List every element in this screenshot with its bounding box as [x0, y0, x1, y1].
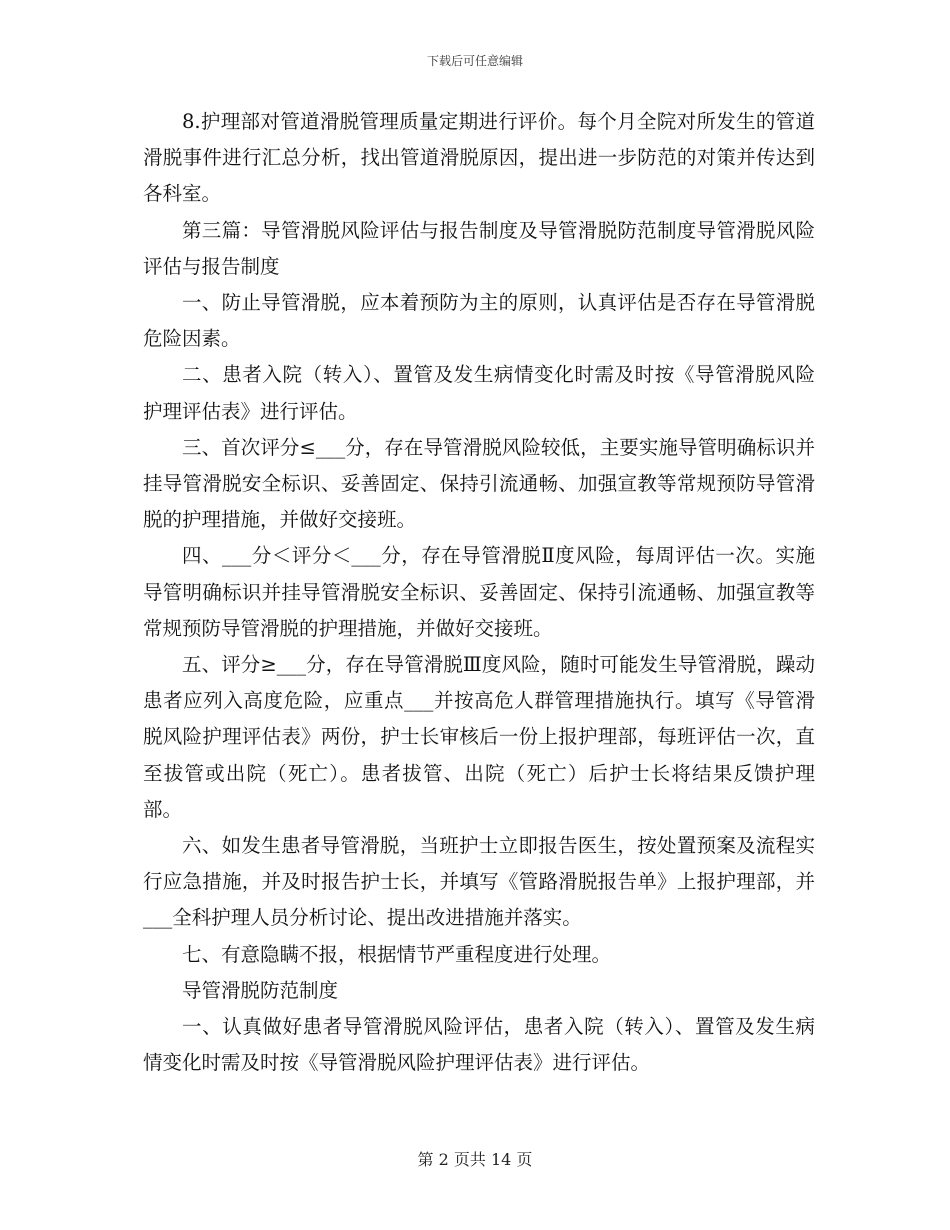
- paragraph: 四、___分＜评分＜___分，存在导管滑脱Ⅱ度风险，每周评估一次。实施导管明确标识并挂导管滑脱安全标识、妥善固定、保持引流通畅、加强宣教等常规预防导管滑脱的护理措施，并做好交接班。: [143, 544, 815, 640]
- page-footer: 第 2 页共 14 页: [417, 1150, 533, 1169]
- document-body: [143, 104, 815, 1081]
- paragraph: 六、如发生患者导管滑脱，当班护士立即报告医生，按处置预案及流程实行应急措施，并及时报告护士长，并填写《管路滑脱报告单》上报护理部，并___全科护理人员分析讨论、提出改进措施并落实。: [143, 834, 815, 930]
- section-heading: 导管滑脱防范制度: [182, 978, 339, 1002]
- paragraph: 第三篇：导管滑脱风险评估与报告制度及导管滑脱防范制度导管滑脱风险评估与报告制度: [143, 218, 815, 278]
- paragraph: 一、认真做好患者导管滑脱风险评估，患者入院（转入）、置管及发生病情变化时需及时按《导管滑脱风险护理评估表》进行评估。: [143, 1015, 815, 1075]
- page-header: 下载后可任意编辑: [426, 54, 523, 68]
- paragraph: 七、有意隐瞒不报，根据情节严重程度进行处理。: [182, 942, 612, 966]
- paragraph: 五、评分≥___分，存在导管滑脱Ⅲ度风险，随时可能发生导管滑脱，躁动患者应列入高度危险，应重点___并按高危人群管理措施执行。填写《导管滑脱风险护理评估表》两份，护士长审核后一份上报护理部，每班评估一次，直至拔管或出院（死亡）。患者拔管、出院（死亡）后护士长将结果反馈护理部。: [143, 653, 815, 821]
- paragraph: 一、防止导管滑脱，应本着预防为主的原则，认真评估是否存在导管滑脱危险因素。: [143, 291, 815, 351]
- paragraph: 二、患者入院（转入）、置管及发生病情变化时需及时按《导管滑脱风险护理评估表》进行评估。: [143, 363, 815, 423]
- paragraph: 三、首次评分≤___分，存在导管滑脱风险较低，主要实施导管明确标识并挂导管滑脱安全标识、妥善固定、保持引流通畅、加强宣教等常规预防导管滑脱的护理措施，并做好交接班。: [143, 435, 815, 532]
- paragraph: 8.护理部对管道滑脱管理质量定期进行评价。每个月全院对所发生的管道滑脱事件进行汇总分析，找出管道滑脱原因，提出进一步防范的对策并传达到各科室。: [143, 110, 815, 206]
